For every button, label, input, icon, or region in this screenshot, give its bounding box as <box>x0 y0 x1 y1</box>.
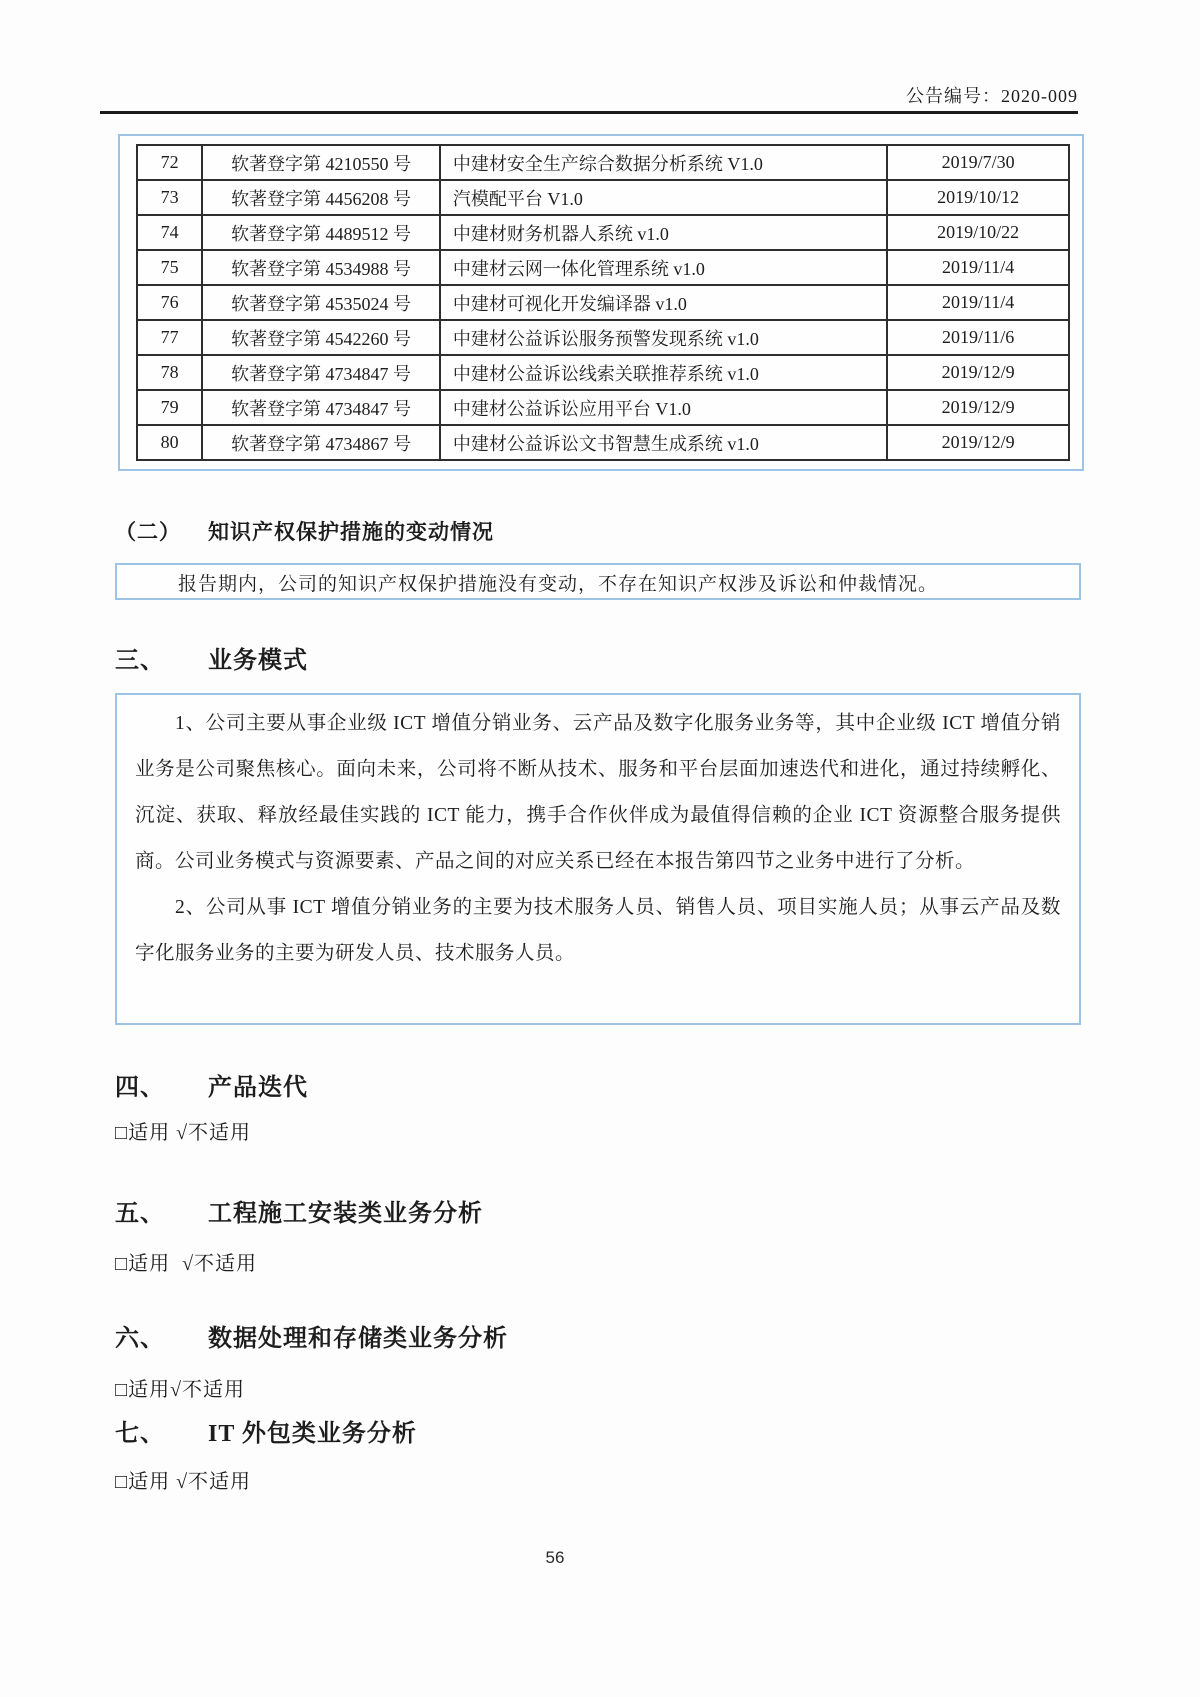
cell-date: 2019/12/9 <box>887 355 1069 390</box>
cell-date: 2019/10/12 <box>887 180 1069 215</box>
cell-index: 78 <box>137 355 202 390</box>
table-row <box>137 180 1069 215</box>
cell-index: 79 <box>137 390 202 425</box>
table-row <box>137 320 1069 355</box>
section-2-title: 知识产权保护措施的变动情况 <box>208 520 494 544</box>
cell-index: 73 <box>137 180 202 215</box>
cell-index: 80 <box>137 425 202 460</box>
section-4-number: 四、 <box>115 1075 165 1101</box>
cell-registration-no: 软著登字第 4210550 号 <box>202 145 440 180</box>
cell-index: 76 <box>137 285 202 320</box>
section-2-heading <box>115 516 494 546</box>
section-3-body-box <box>115 693 1081 1025</box>
cell-date: 2019/10/22 <box>887 215 1069 250</box>
table-row <box>137 250 1069 285</box>
cell-index: 77 <box>137 320 202 355</box>
cell-date: 2019/11/4 <box>887 285 1069 320</box>
section-2-statement-text: 报告期内，公司的知识产权保护措施没有变动，不存在知识产权涉及诉讼和仲裁情况。 <box>178 574 939 595</box>
section-5-title: 工程施工安装类业务分析 <box>208 1201 483 1227</box>
section-4-heading <box>115 1067 308 1102</box>
cell-software-name: 中建材公益诉讼线索关联推荐系统 v1.0 <box>440 355 887 390</box>
table-row <box>137 285 1069 320</box>
cell-registration-no: 软著登字第 4734847 号 <box>202 355 440 390</box>
section-3-paragraph-1: 1、公司主要从事企业级 ICT 增值分销业务、云产品及数字化服务业务等，其中企业级 ICT 增值分销业务是公司聚焦核心。面向未来，公司将不断从技术、服务和平台层面加速迭代和进化，通过持续孵化、沉淀、获取、释放经最佳实践的 ICT 能力，携手合作伙伴成为最值得信赖的企业 ICT 资源整合服务提供商。公司业务模式与资源要素、产品之间的对应关系已经在本报告第四节之业务中进行了分析。 <box>135 713 1061 872</box>
cell-date: 2019/12/9 <box>887 425 1069 460</box>
section-7-title: IT 外包类业务分析 <box>208 1421 417 1447</box>
section-4-title: 产品迭代 <box>208 1075 308 1101</box>
section-7-heading <box>115 1413 417 1448</box>
table-body <box>137 145 1069 460</box>
cell-index: 75 <box>137 250 202 285</box>
section-3-paragraph-2: 2、公司从事 ICT 增值分销业务的主要为技术服务人员、销售人员、项目实施人员；从事云产品及数字化服务业务的主要为研发人员、技术服务人员。 <box>135 897 1061 964</box>
section-3-heading <box>115 640 308 675</box>
table-row <box>137 390 1069 425</box>
section-6-number: 六、 <box>115 1326 165 1352</box>
section-2-statement-box <box>115 563 1081 600</box>
cell-registration-no: 软著登字第 4734847 号 <box>202 390 440 425</box>
cell-index: 74 <box>137 215 202 250</box>
section-6-heading <box>115 1318 508 1353</box>
section-3-title: 业务模式 <box>208 648 308 674</box>
cell-registration-no: 软著登字第 4534988 号 <box>202 250 440 285</box>
cell-software-name: 中建材财务机器人系统 v1.0 <box>440 215 887 250</box>
cell-date: 2019/12/9 <box>887 390 1069 425</box>
section-6-applicability-line: □适用√不适用 <box>115 1379 246 1401</box>
software-copyright-table <box>136 144 1070 461</box>
cell-registration-no: 软著登字第 4734867 号 <box>202 425 440 460</box>
cell-registration-no: 软著登字第 4456208 号 <box>202 180 440 215</box>
section-3-number: 三、 <box>115 648 165 674</box>
section-7-applicability-line: □适用 √不适用 <box>115 1471 252 1493</box>
section-2-number: （二） <box>115 520 181 544</box>
cell-software-name: 中建材安全生产综合数据分析系统 V1.0 <box>440 145 887 180</box>
header-divider <box>100 111 1078 114</box>
cell-date: 2019/11/4 <box>887 250 1069 285</box>
cell-software-name: 中建材公益诉讼文书智慧生成系统 v1.0 <box>440 425 887 460</box>
cell-software-name: 中建材可视化开发编译器 v1.0 <box>440 285 887 320</box>
table-row <box>137 425 1069 460</box>
cell-registration-no: 软著登字第 4535024 号 <box>202 285 440 320</box>
cell-registration-no: 软著登字第 4489512 号 <box>202 215 440 250</box>
section-4-applicability-line: □适用 √不适用 <box>115 1122 252 1144</box>
cell-software-name: 汽模配平台 V1.0 <box>440 180 887 215</box>
cell-index: 72 <box>137 145 202 180</box>
software-copyright-table-box <box>118 134 1084 471</box>
section-5-number: 五、 <box>115 1201 165 1227</box>
section-7-number: 七、 <box>115 1421 165 1447</box>
table-row <box>137 145 1069 180</box>
cell-software-name: 中建材公益诉讼应用平台 V1.0 <box>440 390 887 425</box>
cell-registration-no: 软著登字第 4542260 号 <box>202 320 440 355</box>
section-5-heading <box>115 1193 483 1228</box>
section-6-title: 数据处理和存储类业务分析 <box>208 1326 508 1352</box>
section-5-applicability-line: □适用 √不适用 <box>115 1253 258 1275</box>
page-number: 56 <box>545 1548 565 1567</box>
cell-date: 2019/11/6 <box>887 320 1069 355</box>
table-row <box>137 215 1069 250</box>
table-row <box>137 355 1069 390</box>
cell-software-name: 中建材云网一体化管理系统 v1.0 <box>440 250 887 285</box>
announcement-number: 公告编号：2020-009 <box>906 86 1078 106</box>
cell-software-name: 中建材公益诉讼服务预警发现系统 v1.0 <box>440 320 887 355</box>
cell-date: 2019/7/30 <box>887 145 1069 180</box>
